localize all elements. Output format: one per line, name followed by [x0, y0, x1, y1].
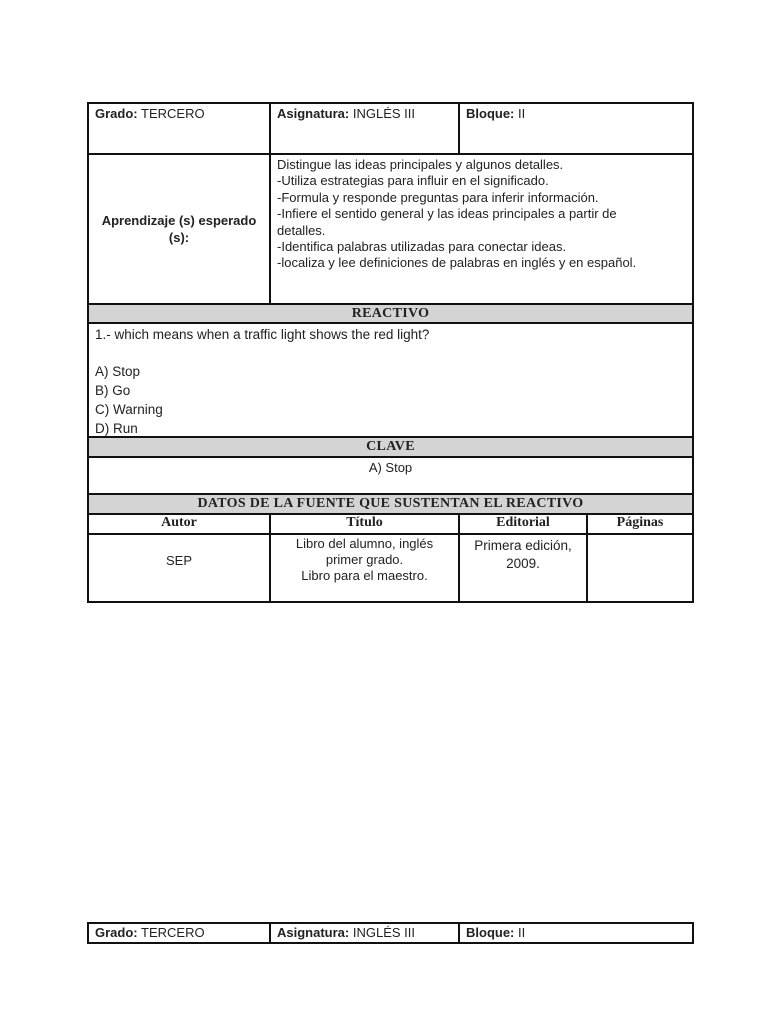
option-b: B) Go	[95, 383, 131, 398]
titulo-line: primer grado.	[325, 552, 404, 567]
bloque-cell-2	[458, 922, 694, 944]
col-titulo: Título	[269, 513, 460, 535]
aprendizaje-line: -Identifica palabras utilizadas para conectar ideas.	[277, 239, 567, 255]
aprendizaje-label: Aprendizaje (s) esperado (s):	[101, 213, 257, 245]
asignatura-cell	[269, 102, 460, 155]
aprendizaje-list	[277, 157, 686, 272]
col-paginas: Páginas	[586, 513, 694, 535]
aprendizaje-content-cell	[269, 153, 694, 305]
reactivo-content	[87, 322, 694, 438]
option-c: C) Warning	[95, 402, 163, 417]
option-d: D) Run	[95, 421, 138, 436]
bloque-value: II	[518, 106, 526, 121]
asignatura-label: Asignatura:	[277, 106, 350, 121]
grado-cell-2	[87, 922, 271, 944]
grado-value: TERCERO	[141, 106, 205, 121]
clave-answer-cell	[87, 456, 694, 495]
grado-value-2: TERCERO	[141, 925, 205, 940]
grado-cell	[87, 102, 271, 155]
asignatura-value-2: INGLÉS III	[352, 925, 415, 940]
fuente-heading: DATOS DE LA FUENTE QUE SUSTENTAN EL REACTIVO	[87, 493, 694, 515]
paginas-cell	[586, 533, 694, 603]
aprendizaje-line: Distingue las ideas principales y algunos detalles.	[277, 157, 564, 172]
autor-value: SEP	[165, 553, 192, 568]
clave-answer: A) Stop	[368, 460, 413, 475]
bloque-label-2: Bloque:	[466, 925, 515, 940]
grado-label-2: Grado:	[95, 925, 138, 940]
editorial-line: Primera edición,	[474, 538, 572, 553]
aprendizaje-line: -Formula y responde preguntas para inferir información.	[277, 189, 599, 205]
clave-heading: CLAVE	[87, 436, 694, 458]
aprendizaje-line: -Utiliza estrategias para influir en el significado.	[277, 173, 549, 189]
editorial-cell	[458, 533, 588, 603]
asignatura-label-2: Asignatura:	[277, 925, 350, 940]
bloque-value-2: II	[518, 925, 526, 940]
aprendizaje-line: -localiza y lee definiciones de palabras en inglés y en español.	[277, 255, 637, 271]
titulo-line: Libro para el maestro.	[301, 568, 428, 583]
titulo-line: Libro del alumno, inglés	[295, 536, 434, 551]
autor-cell	[87, 533, 271, 603]
col-editorial: Editorial	[458, 513, 588, 535]
asignatura-cell-2	[269, 922, 460, 944]
bloque-label: Bloque:	[466, 106, 515, 121]
asignatura-value: INGLÉS III	[352, 106, 415, 121]
bloque-cell	[458, 102, 694, 155]
grado-label: Grado:	[95, 106, 138, 121]
editorial-line: 2009.	[506, 556, 540, 571]
option-a: A) Stop	[95, 364, 141, 379]
aprendizaje-line: -Infiere el sentido general y las ideas principales a partir de	[277, 206, 617, 222]
titulo-cell	[269, 533, 460, 603]
aprendizaje-line: detalles.	[277, 222, 326, 238]
reactivo-heading: REACTIVO	[87, 303, 694, 324]
question-text: 1.- which means when a traffic light shows the red light?	[95, 327, 430, 342]
col-autor: Autor	[87, 513, 271, 535]
aprendizaje-label-cell	[87, 153, 271, 305]
